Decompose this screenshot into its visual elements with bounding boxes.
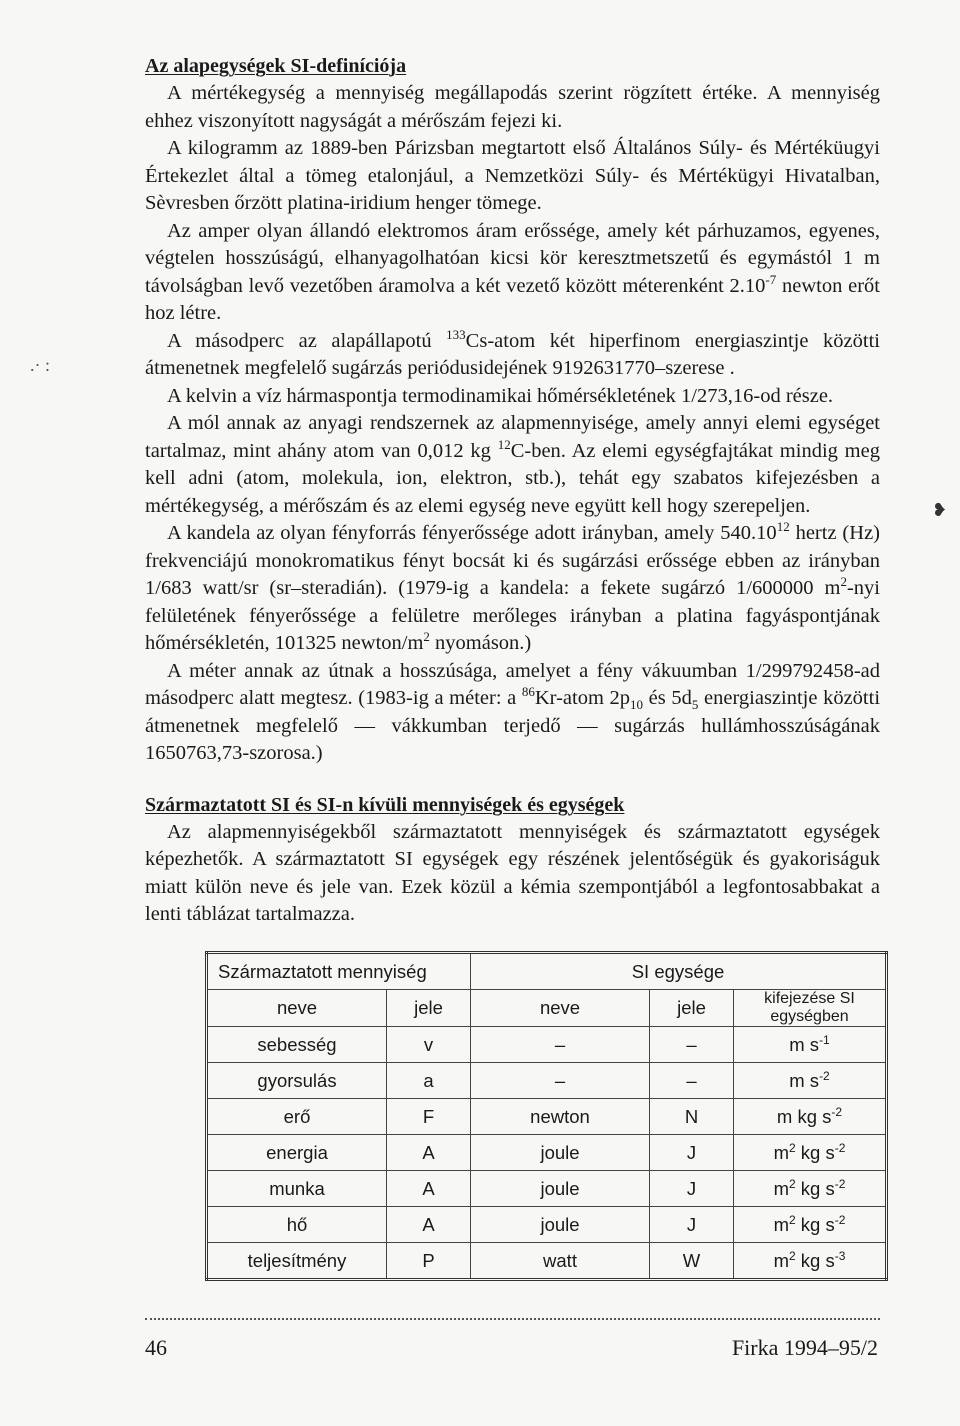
unit-expression: m $s^{-1}$ — [734, 1027, 887, 1063]
quantity-name: hő — [207, 1207, 387, 1243]
quantity-symbol: P — [387, 1243, 471, 1280]
paragraph-kelvin: A kelvin a víz hármaspontja termodinamikai hőmérsékletének 1/273,16-od része. — [167, 384, 834, 407]
table-body — [207, 1027, 887, 1280]
paragraph-definition: A mértékegység a mennyiség megállapodás szerint rögzített értéke. A mennyiség ehhez viszonyított nagyságát a mérőszám fejezi ki. — [145, 82, 880, 132]
paragraph-candela: A kandela az olyan fényforrás fényerőssége adott irányban, amely 540.10$^{12}$ hertz (Hz) frekvenciájú monokromatikus fényt bocsát ki és sugárzási erőssége ebben az irányban 1/683 watt/sr (sr–steradián). (1979-ig a kandela: a fekete sugárzó 1/600000 $m^2$-nyi felületének fényerőssége a felületre merőleges irányban a platina fagyáspontjának hőmérsékletén, 101325 newton/$m^2$ nyomáson.) — [145, 519, 880, 654]
footer-divider — [145, 1318, 880, 1320]
unit-name: – — [471, 1063, 650, 1099]
quantity-symbol: v — [387, 1027, 471, 1063]
unit-expression: m $s^{-2}$ — [734, 1063, 887, 1099]
paragraph-mole: A mól annak az anyagi rendszernek az alapmennyisége, amely annyi elemi egységet tartalmaz, mint ahány atom van 0,012 kg $^{12}$C-ben. Az elemi egységfajtákat mindig meg kell adni (atom, molekula, ion, elektron, stb.), tehát egy szabatos kifejezésben a mértékegység, a mérőszám és az elemi egység neve együtt kell hogy szerepeljen. — [145, 412, 880, 517]
quantity-symbol: a — [387, 1063, 471, 1099]
col-header-symbol: jele — [387, 990, 471, 1027]
unit-name: joule — [471, 1207, 650, 1243]
unit-symbol: – — [650, 1063, 734, 1099]
paragraph-derived: Az alapmennyiségekből származtatott mennyiségek és származtatott egységek képezhetők. A származtatott SI egységek egy részének jelentőségük és gyakoriságuk miatt külön neve és jele van. Ezek közül a kémia szempontjából a legfontosabbakat a lenti táblázat tartalmazza. — [145, 820, 880, 925]
unit-symbol: W — [650, 1243, 734, 1280]
margin-marks: .· : — [30, 355, 50, 375]
quantity-symbol: A — [387, 1171, 471, 1207]
table-row — [207, 1171, 887, 1207]
table-header-row — [207, 953, 887, 990]
paragraph-second: A másodperc az alapállapotú $^{133}$Cs-atom két hiperfinom energiaszintje közötti átmenetnek megfelelő sugárzás periódusidejének 9192631770–szerese . — [145, 326, 880, 379]
table-row — [207, 1063, 887, 1099]
journal-reference: Firka 1994–95/2 — [731, 1335, 878, 1360]
col-header-name: neve — [207, 990, 387, 1027]
quantity-name: sebesség — [207, 1027, 387, 1063]
quantity-symbol: A — [387, 1207, 471, 1243]
page-body — [145, 55, 880, 929]
unit-name: joule — [471, 1135, 650, 1171]
page-number: 46 — [145, 1335, 167, 1360]
unit-name: watt — [471, 1243, 650, 1280]
section-title: Az alapegységek SI-definíciója — [145, 55, 407, 77]
unit-symbol: J — [650, 1171, 734, 1207]
unit-symbol: J — [650, 1207, 734, 1243]
paragraph-ampere: Az amper olyan állandó elektromos áram erőssége, amely két párhuzamos, egyenes, végtelen hosszúságú, elhanyagolhatóan kicsi kör keresztmetszetű és egymástól 1 m távolságban levő vezetőben áramolva a két vezető között méterenként $2.10^{-7}$ newton erőt hoz létre. — [145, 219, 880, 324]
table-row — [207, 1243, 887, 1280]
quantity-symbol: F — [387, 1099, 471, 1135]
unit-symbol: J — [650, 1135, 734, 1171]
quantity-name: munka — [207, 1171, 387, 1207]
unit-expression: $m^2$ kg $s^{-2}$ — [734, 1171, 887, 1207]
col-header-unit-name: neve — [471, 990, 650, 1027]
quantity-name: teljesítmény — [207, 1243, 387, 1280]
table-row — [207, 1135, 887, 1171]
unit-expression: $m^2$ kg $s^{-3}$ — [734, 1243, 887, 1280]
quantity-name: gyorsulás — [207, 1063, 387, 1099]
units-table-wrapper — [205, 951, 888, 1281]
table-row — [207, 1027, 887, 1063]
table-row — [207, 1099, 887, 1135]
unit-name: – — [471, 1027, 650, 1063]
table-subheader-row — [207, 990, 887, 1027]
derived-units-table — [205, 951, 888, 1281]
table-row — [207, 1207, 887, 1243]
quantity-name: energia — [207, 1135, 387, 1171]
section-title-derived: Származtatott SI és SI-n kívüli mennyiségek és egységek — [145, 793, 625, 816]
unit-symbol: N — [650, 1099, 734, 1135]
quantity-name: erő — [207, 1099, 387, 1135]
table-header-unit: SI egysége — [471, 953, 887, 990]
col-header-unit-symbol: jele — [650, 990, 734, 1027]
unit-symbol: – — [650, 1027, 734, 1063]
unit-expression: m kg $s^{-2}$ — [734, 1099, 887, 1135]
unit-name: joule — [471, 1171, 650, 1207]
margin-mark: ❥ — [932, 500, 948, 520]
quantity-symbol: A — [387, 1135, 471, 1171]
paragraph-kilogram: A kilogramm az 1889-ben Párizsban megtartott első Általános Súly- és Mértéküugyi Értekezlet által a tömeg etalonjául, a Nemzetközi Súly- és Mértékügyi Hivatalban, Sèvresben őrzött platina-iridium henger tömege. — [145, 137, 880, 214]
unit-name: newton — [471, 1099, 650, 1135]
table-header-quantity: Származtatott mennyiség — [207, 953, 471, 990]
unit-expression: $m^2$ kg $s^{-2}$ — [734, 1135, 887, 1171]
col-header-expression: kifejezése SI egységben — [734, 990, 887, 1027]
unit-expression: $m^2$ kg $s^{-2}$ — [734, 1207, 887, 1243]
paragraph-meter: A méter annak az útnak a hosszúsága, amelyet a fény vákuumban 1/299792458-ad másodperc alatt megtesz. (1983-ig a méter: a $^{86}$Kr-atom $2p_{10}$ és $5d_5$ energiaszintje közötti átmenetnek megfelelő — vákkumban terjedő — sugárzás hullámhosszúságának 1650763,73-szorosa.) — [145, 659, 881, 764]
